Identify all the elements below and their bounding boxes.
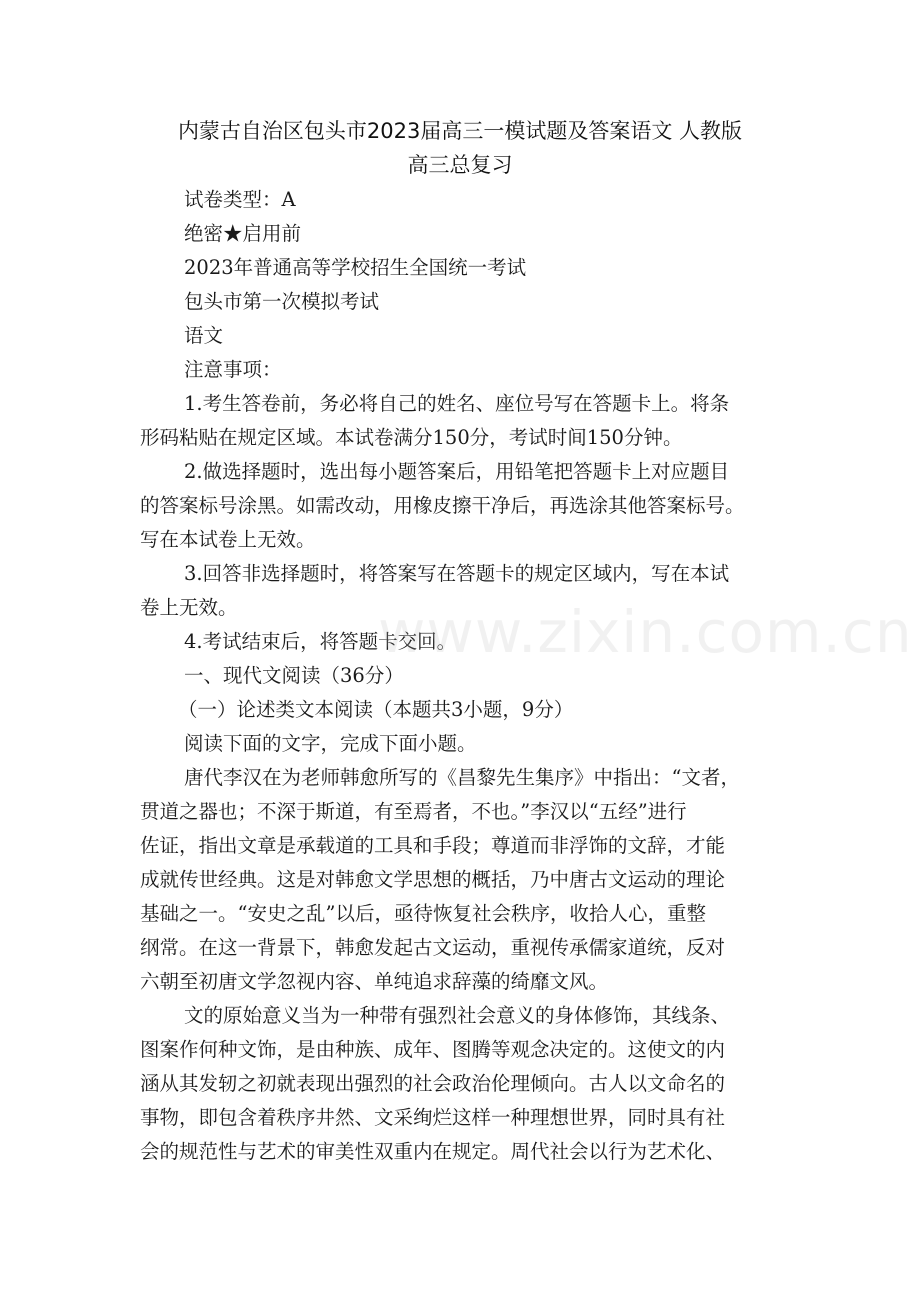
subject-label: 语文	[184, 324, 224, 347]
watermark: www.zixin.com.cn	[378, 598, 913, 666]
notice-line: 1.考生答卷前，务必将自己的姓名、座位号写在答题卡上。将条	[184, 392, 730, 415]
paragraph-line: 事物，即包含着秩序井然、文采绚烂这样一种理想世界，同时具有社	[140, 1106, 726, 1129]
paragraph-line: 唐代李汉在为老师韩愈所写的《昌黎先生集序》中指出：“文者，	[184, 766, 740, 789]
exam-name: 2023年普通高等学校招生全国统一考试	[184, 256, 527, 279]
notice-line: 3.回答非选择题时，将答案写在答题卡的规定区域内，写在本试	[184, 562, 730, 585]
notice-line: 卷上无效。	[140, 596, 238, 619]
paragraph-line: 成就传世经典。这是对韩愈文学思想的概括，乃中唐古文运动的理论	[140, 868, 726, 891]
paragraph-line: 涵从其发轫之初就表现出强烈的社会政治伦理倾向。古人以文命名的	[140, 1072, 726, 1095]
notice-line: 的答案标号涂黑。如需改动，用橡皮擦干净后，再选涂其他答案标号。	[140, 494, 745, 517]
subsection-heading: （一）论述类文本阅读（本题共3小题，9分）	[178, 698, 574, 721]
paragraph-line: 纲常。在这一背景下，韩愈发起古文运动，重视传承儒家道统，反对	[140, 936, 726, 959]
paragraph-line: 贯道之器也；不深于斯道，有至焉者，不也。”李汉以“五经”进行	[140, 800, 687, 823]
paragraph-line: 佐证，指出文章是承载道的工具和手段；尊道而非浮饰的文辞，才能	[140, 834, 726, 857]
paragraph-line: 会的规范性与艺术的审美性双重内在规定。周代社会以行为艺术化、	[140, 1140, 726, 1163]
paragraph-line: 基础之一。“安史之乱”以后，亟待恢复社会秩序，收拾人心，重整	[140, 902, 706, 925]
notice-heading: 注意事项：	[184, 358, 282, 381]
confidential-label: 绝密★启用前	[184, 222, 302, 245]
paragraph-line: 六朝至初唐文学忽视内容、单纯追求辞藻的绮靡文风。	[140, 970, 609, 993]
section-heading: 一、现代文阅读（36分）	[184, 664, 404, 687]
reading-instruction: 阅读下面的文字，完成下面小题。	[184, 732, 477, 755]
exam-subtitle: 包头市第一次模拟考试	[184, 290, 380, 313]
notice-line: 2.做选择题时，选出每小题答案后，用铅笔把答题卡上对应题目	[184, 460, 730, 483]
exam-type: 试卷类型：A	[184, 188, 296, 211]
document-title	[140, 114, 780, 182]
paragraph-line: 文的原始意义当为一种带有强烈社会意义的身体修饰，其线条、	[184, 1004, 731, 1027]
notice-line: 写在本试卷上无效。	[140, 528, 316, 551]
title-line-2: 高三总复习	[407, 153, 513, 177]
paragraph-line: 图案作何种文饰，是由种族、成年、图腾等观念决定的。这使文的内	[140, 1038, 726, 1061]
document-body	[140, 183, 788, 1169]
notice-line: 形码粘贴在规定区域。本试卷满分150分，考试时间150分钟。	[140, 426, 683, 449]
notice-line: 4.考试结束后，将答题卡交回。	[184, 630, 457, 653]
title-line-1: 内蒙古自治区包头市2023届高三一模试题及答案语文 人教版	[177, 119, 743, 143]
